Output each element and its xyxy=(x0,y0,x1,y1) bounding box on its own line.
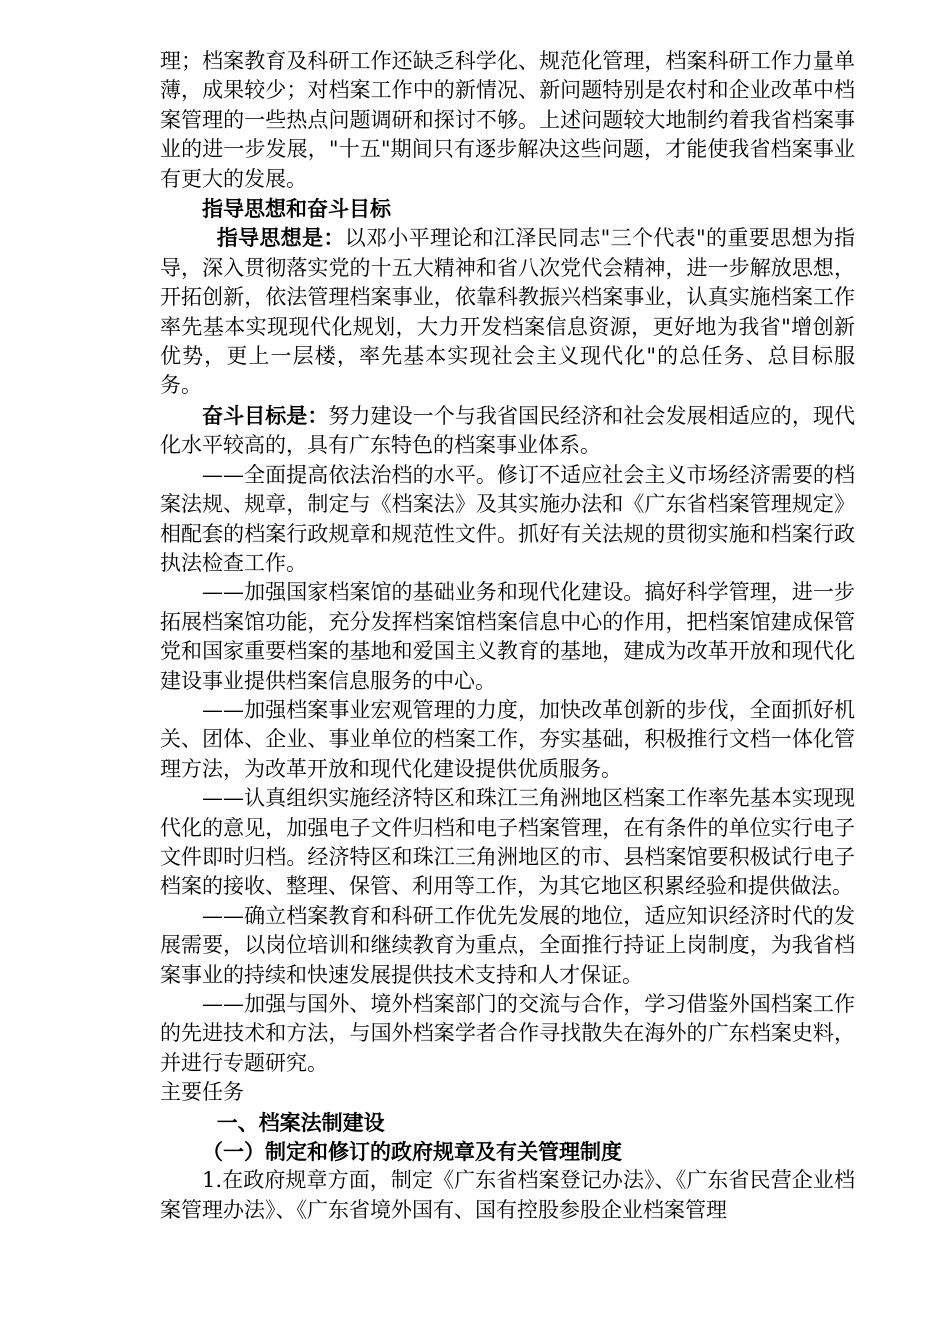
intro-paragraph: 理；档案教育及科研工作还缺乏科学化、规范化管理，档案科研工作力量单薄，成果较少；对档案工作中的新情况、新问题特别是农村和企业改革中档案管理的一些热点问题调研和探讨不够。上述问题较大地制约着我省档案事业的进一步发展，"十五"期间只有逐步解决这些问题，才能使我省档案事业有更大的发展。 xyxy=(160,49,855,191)
item-one-paragraph: 1.在政府规章方面，制定《广东省档案登记办法》、《广东省民营企业档案管理办法》、《广东省境外国有、国有控股参股企业档案管理 xyxy=(160,1168,855,1222)
main-tasks-heading: 主要任务 xyxy=(160,1080,244,1105)
goal-item: ——加强档案事业宏观管理的力度，加快改革创新的步伐，全面抓好机关、团体、企业、事业单位的档案工作，夯实基础，积极推行文档一体化管理方法，为改革开放和现代化建设提供优质服务。 xyxy=(160,697,855,781)
guiding-thought-paragraph xyxy=(160,223,855,400)
subsection-heading: （一）制定和修订的政府规章及有关管理制度 xyxy=(202,1139,622,1165)
document-page xyxy=(160,47,855,1225)
section-heading: 指导思想和奋斗目标 xyxy=(202,196,391,222)
part-one-heading: 一、档案法制建设 xyxy=(216,1109,385,1135)
guiding-thought-text: 以邓小平理论和江泽民同志"三个代表"的重要思想为指导，深入贯彻落实党的十五大精神和省八次党代会精神，进一步解放思想，开拓创新，依法管理档案事业，依靠科教振兴档案事业，认真实施档案工作率先基本实现现代化规划，大力开发档案信息资源，更好地为我省"增创新优势，更上一层楼，率先基本实现社会主义现代化"的总任务、总目标服务。 xyxy=(160,226,855,398)
guiding-thought-label: 指导思想是： xyxy=(216,225,345,251)
goal-item: ——全面提高依法治档的水平。修订不适应社会主义市场经济需要的档案法规、规章，制定与《档案法》及其实施办法和《广东省档案管理规定》相配套的档案行政规章和规范性文件。抓好有关法规的贯彻实施和档案行政执法检查工作。 xyxy=(160,462,855,575)
goal-item: ——加强国家档案馆的基础业务和现代化建设。搞好科学管理，进一步拓展档案馆功能，充分发挥档案馆档案信息中心的作用，把档案馆建成保管党和国家重要档案的基地和爱国主义教育的基地，建成为改革开放和现代化建设事业提供档案信息服务的中心。 xyxy=(160,580,855,693)
goal-text: 努力建设一个与我省国民经济和社会发展相适应的，现代化水平较高的，具有广东特色的档案事业体系。 xyxy=(160,403,856,458)
goal-item: ——认真组织实施经济特区和珠江三角洲地区档案工作率先基本实现现代化的意见，加强电子文件归档和电子档案管理，在有条件的单位实行电子文件即时归档。经济特区和珠江三角洲地区的市、县档案馆要积极试行电子档案的接收、整理、保管、利用等工作，为其它地区积累经验和提供做法。 xyxy=(160,786,855,899)
goal-paragraph xyxy=(160,401,855,461)
goal-item: ——加强与国外、境外档案部门的交流与合作，学习借鉴外国档案工作的先进技术和方法，与国外档案学者合作寻找散失在海外的广东档案史料，并进行专题研究。 xyxy=(160,992,855,1075)
goal-item: ——确立档案教育和科研工作优先发展的地位，适应知识经济时代的发展需要，以岗位培训和继续教育为重点，全面推行持证上岗制度，为我省档案事业的持续和快速发展提供技术支持和人才保证。 xyxy=(160,903,855,987)
goal-label: 奋斗目标是： xyxy=(202,402,329,428)
